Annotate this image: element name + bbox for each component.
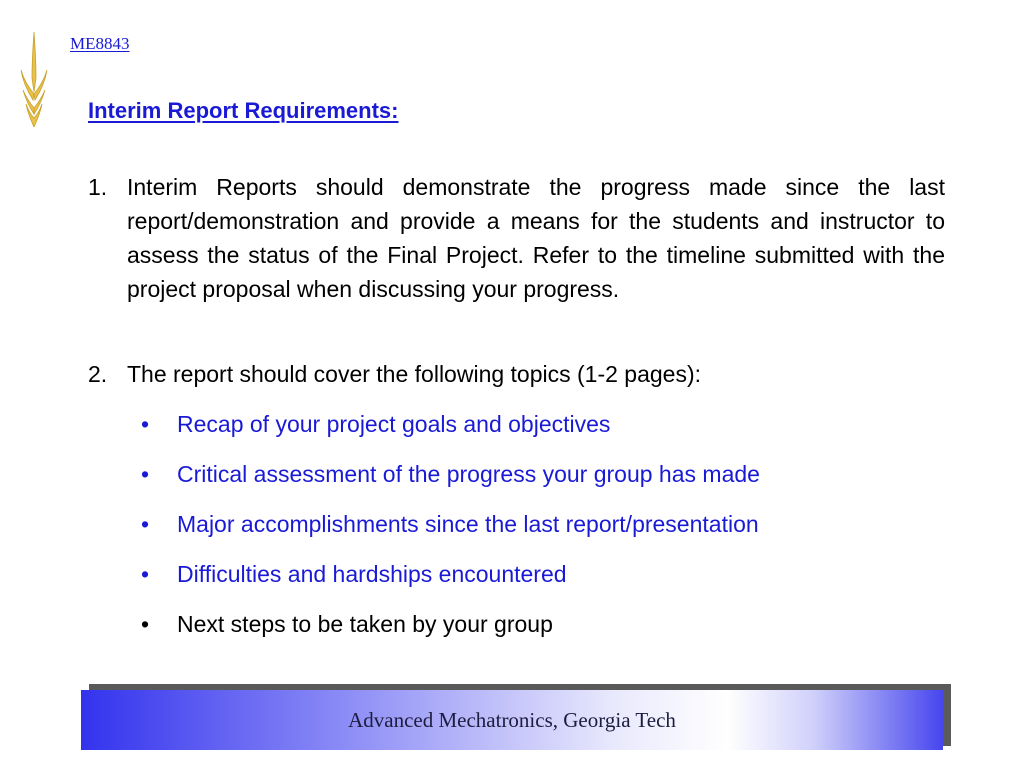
footer-bar <box>81 690 943 750</box>
item-number: 2. <box>88 361 108 387</box>
bullet-marker: • <box>141 461 150 487</box>
footer-text: Advanced Mechatronics, Georgia Tech <box>348 708 676 732</box>
item-text: Interim Reports should demonstrate the progress made since the last report/demonstration and provide a means for the students and instructor to assess the status of the Final Project. Refer to the timeline submitted with the project proposal when discussing your progress. <box>127 174 945 302</box>
slide-title: Interim Report Requirements: <box>88 98 399 123</box>
course-code: ME8843 <box>70 34 130 53</box>
bullet-text: Critical assessment of the progress your group has made <box>177 461 760 487</box>
bullet-marker: • <box>141 611 150 637</box>
bullet-marker: • <box>141 511 150 537</box>
bullet-text: Difficulties and hardships encountered <box>177 561 567 587</box>
numbered-item-2 <box>88 357 945 391</box>
bullet-text: Recap of your project goals and objectives <box>177 411 611 437</box>
item-number: 1. <box>88 174 108 200</box>
bullet-text: Major accomplishments since the last report/presentation <box>177 511 759 537</box>
numbered-item-1 <box>88 170 945 306</box>
bullet-text: Next steps to be taken by your group <box>177 611 553 637</box>
item-text: The report should cover the following topics (1-2 pages): <box>127 361 702 387</box>
bullet-marker: • <box>141 561 150 587</box>
flame-logo-icon <box>19 32 49 127</box>
bullet-marker: • <box>141 411 150 437</box>
